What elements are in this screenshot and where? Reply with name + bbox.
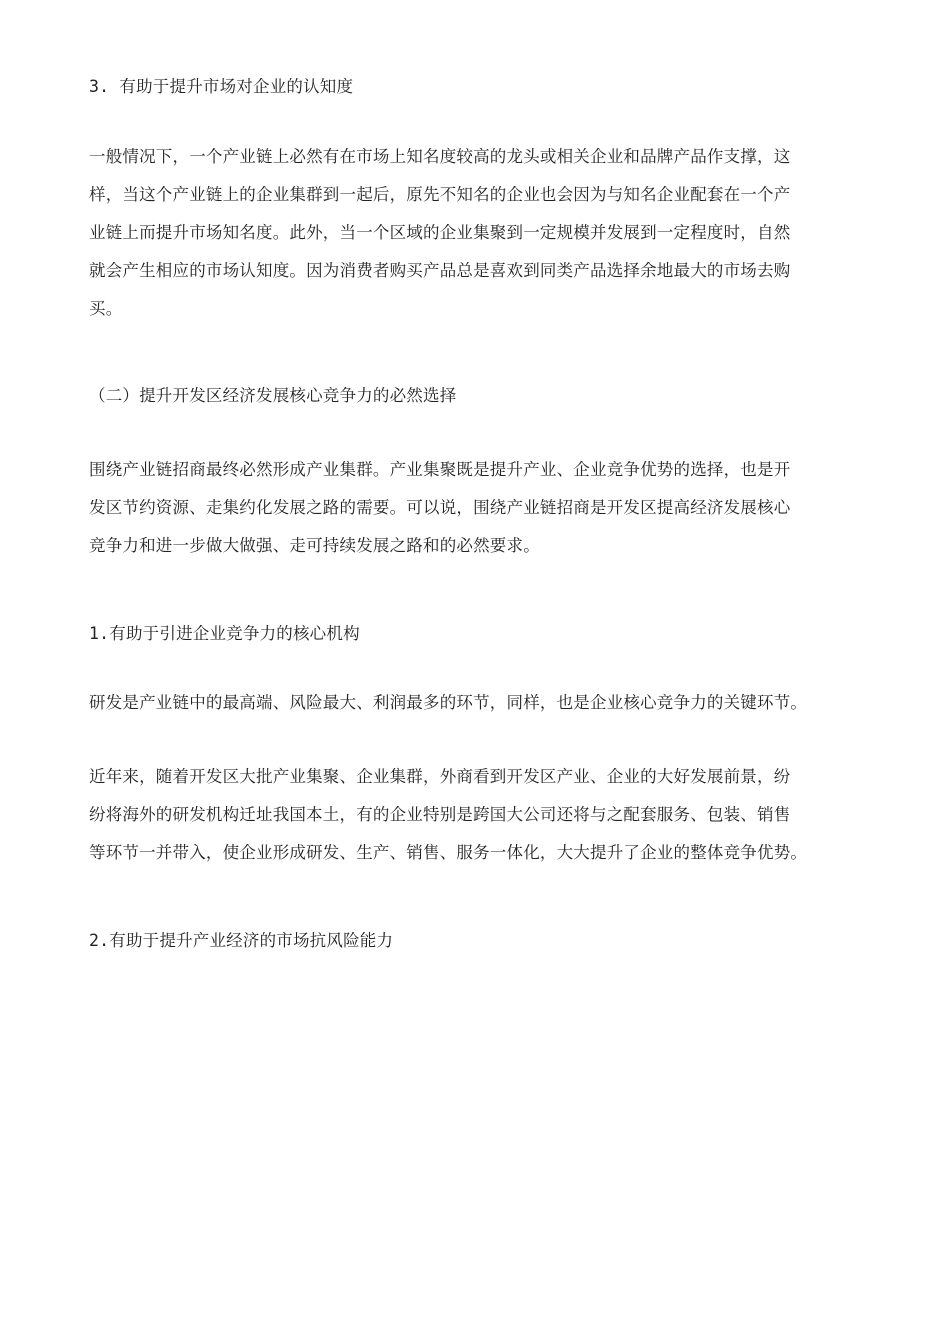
section-heading-core-competitiveness [89, 377, 864, 415]
paragraph-line: 样，当这个产业链上的企业集群到一起后，原先不知名的企业也会因为与知名企业配套在一个产 [89, 185, 791, 204]
heading-3-market-recognition [89, 68, 864, 106]
paragraph-rd [89, 684, 864, 722]
paragraph-line: 竞争力和进一步做大做强、走可持续发展之路和的必然要求。 [89, 536, 540, 555]
heading-text: 3. 有助于提升市场对企业的认知度 [89, 77, 354, 96]
paragraph-line: 围绕产业链招商最终必然形成产业集群。产业集聚既是提升产业、企业竞争优势的选择，也是开 [89, 460, 791, 479]
paragraph-line: 就会产生相应的市场认知度。因为消费者购买产品总是喜欢到同类产品选择余地最大的市场去购 [89, 261, 791, 280]
paragraph-industrial-cluster [89, 451, 864, 565]
paragraph-market-recognition [89, 138, 864, 328]
heading-text: （二）提升开发区经济发展核心竞争力的必然选择 [89, 386, 457, 405]
paragraph-line: 研发是产业链中的最高端、风险最大、利润最多的环节，同样，也是企业核心竞争力的关键环节。 [89, 693, 808, 712]
heading-2-risk-resistance [89, 922, 864, 960]
paragraph-line: 等环节一并带入，使企业形成研发、生产、销售、服务一体化，大大提升了企业的整体竞争优势。 [89, 843, 808, 862]
heading-text: 2.有助于提升产业经济的市场抗风险能力 [89, 931, 394, 950]
heading-text: 1.有助于引进企业竞争力的核心机构 [89, 624, 360, 643]
paragraph-foreign-rd [89, 758, 864, 872]
paragraph-line: 近年来，随着开发区大批产业集聚、企业集群，外商看到开发区产业、企业的大好发展前景，纷 [89, 767, 791, 786]
paragraph-line: 纷将海外的研发机构迁址我国本土，有的企业特别是跨国大公司还将与之配套服务、包装、销售 [89, 805, 791, 824]
paragraph-line: 买。 [89, 299, 123, 318]
paragraph-line: 一般情况下，一个产业链上必然有在市场上知名度较高的龙头或相关企业和品牌产品作支撑，这 [89, 147, 791, 166]
heading-1-core-institutions [89, 615, 864, 653]
paragraph-line: 业链上而提升市场知名度。此外，当一个区域的企业集聚到一定规模并发展到一定程度时，自然 [89, 223, 791, 242]
paragraph-line: 发区节约资源、走集约化发展之路的需要。可以说，围绕产业链招商是开发区提高经济发展核心 [89, 498, 791, 517]
